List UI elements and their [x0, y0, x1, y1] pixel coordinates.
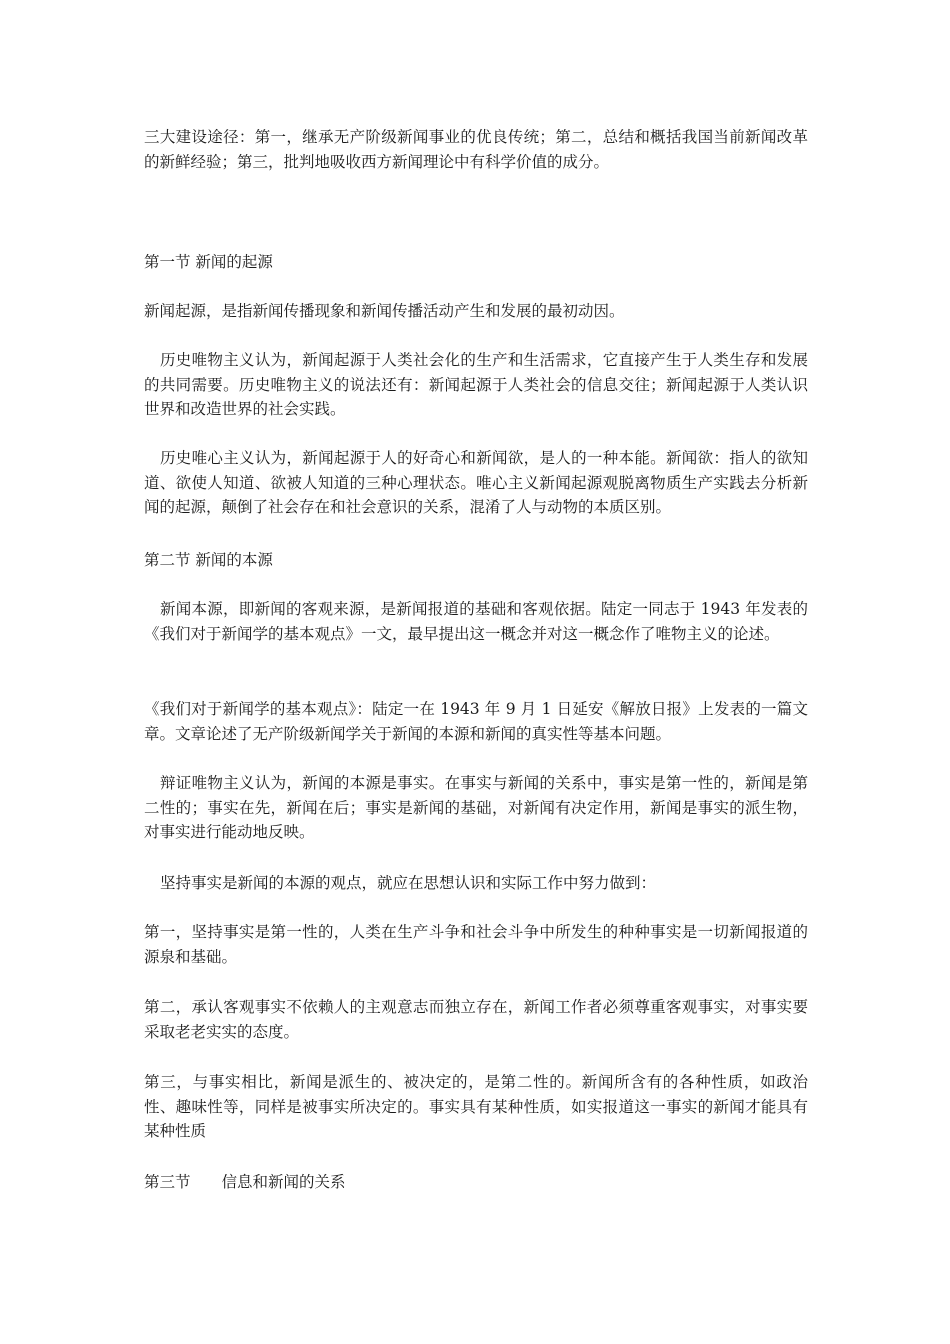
paragraph-construction-paths: 三大建设途径：第一，继承无产阶级新闻事业的优良传统；第二，总结和概括我国当前新闻改革的新鲜经验；第三，批判地吸收西方新闻理论中有科学价值的成分。 — [144, 128, 808, 171]
paragraph-point-three: 第三，与事实相比，新闻是派生的、被决定的，是第二性的。新闻所含有的各种性质，如政治性、趣味性等，同样是被事实所决定的。事实具有某种性质，如实报道这一事实的新闻才能具有某种性质 — [144, 1073, 808, 1140]
paragraph-point-two: 第二，承认客观事实不依赖人的主观意志而独立存在，新闻工作者必须尊重客观事实，对事实要采取老老实实的态度。 — [144, 998, 808, 1041]
section-heading-1: 第一节 新闻的起源 — [144, 253, 273, 271]
paragraph-news-origin-definition: 新闻起源，是指新闻传播现象和新闻传播活动产生和发展的最初动因。 — [144, 302, 625, 320]
section-heading-2: 第二节 新闻的本源 — [144, 551, 273, 569]
paragraph-adhere-facts-intro: 坚持事实是新闻的本源的观点，就应在思想认识和实际工作中努力做到： — [160, 874, 657, 892]
paragraph-point-one: 第一，坚持事实是第一性的，人类在生产斗争和社会斗争中所发生的种种事实是一切新闻报道的源泉和基础。 — [144, 923, 808, 966]
paragraph-historical-idealism: 历史唯心主义认为，新闻起源于人的好奇心和新闻欲，是人的一种本能。新闻欲：指人的欲知道、欲使人知道、欲被人知道的三种心理状态。唯心主义新闻起源观脱离物质生产实践去分析新闻的起源，颠倒了社会存在和社会意识的关系，混淆了人与动物的本质区别。 — [144, 449, 808, 516]
paragraph-news-source-definition: 新闻本源，即新闻的客观来源，是新闻报道的基础和客观依据。陆定一同志于 1943 年发表的《我们对于新闻学的基本观点》一文，最早提出这一概念并对这一概念作了唯物主义的论述。 — [144, 600, 808, 643]
paragraph-historical-materialism: 历史唯物主义认为，新闻起源于人类社会化的生产和生活需求，它直接产生于人类生存和发展的共同需要。历史唯物主义的说法还有：新闻起源于人类社会的信息交往；新闻起源于人类认识世界和改造世界的社会实践。 — [144, 351, 808, 418]
paragraph-article-description: 《我们对于新闻学的基本观点》：陆定一在 1943 年 9 月 1 日延安《解放日报》上发表的一篇文章。文章论述了无产阶级新闻学关于新闻的本源和新闻的真实性等基本问题。 — [144, 700, 808, 743]
section-heading-3: 第三节 信息和新闻的关系 — [144, 1173, 346, 1191]
paragraph-dialectical-materialism: 辩证唯物主义认为，新闻的本源是事实。在事实与新闻的关系中，事实是第一性的，新闻是第二性的；事实在先，新闻在后；事实是新闻的基础，对新闻有决定作用，新闻是事实的派生物，对事实进行能动地反映。 — [144, 774, 808, 841]
